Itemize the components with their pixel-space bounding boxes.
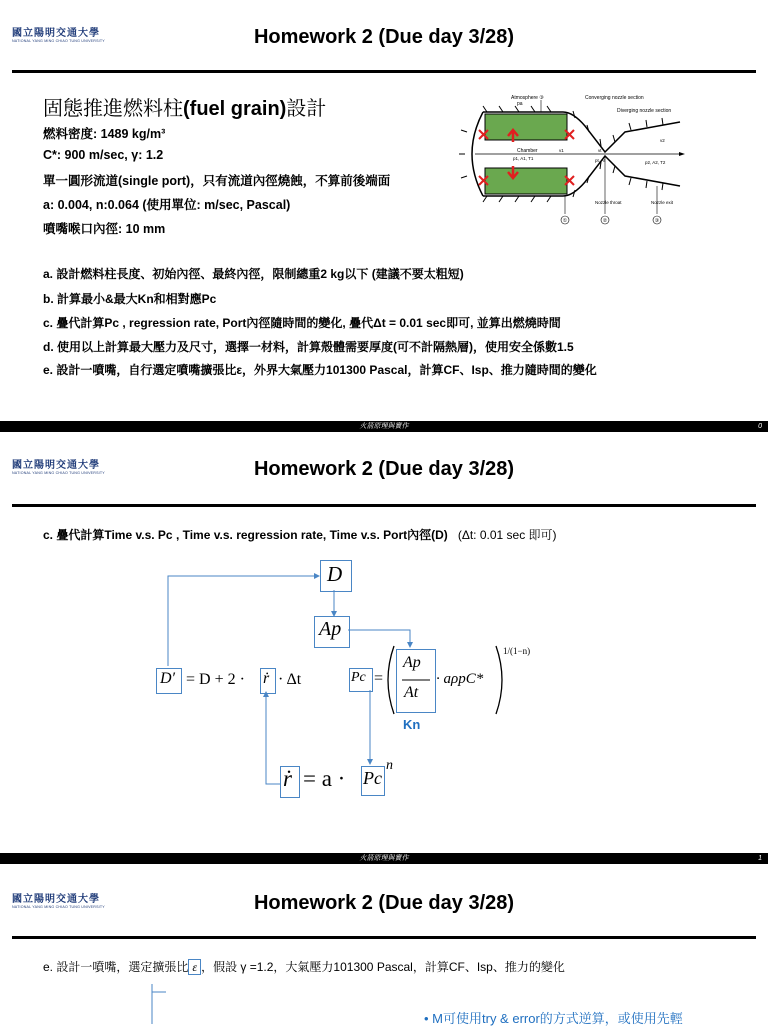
svg-text:③: ③	[654, 218, 660, 224]
update-dt: · Δt	[278, 671, 302, 688]
slide-title: Homework 2 (Due day 3/28)	[253, 892, 515, 914]
svg-text:Nozzle exit: Nozzle exit	[651, 200, 674, 205]
var-At: At	[404, 684, 419, 701]
svg-text:Nozzle throat: Nozzle throat	[595, 200, 622, 205]
kn-label: Kn	[403, 717, 421, 732]
svg-text:v2: v2	[660, 138, 665, 143]
partial-connector	[0, 864, 768, 1024]
task-d: d. 使用以上計算最大壓力及尺寸，選擇一材料，計算殼體需要厚度(可不計隔熱層)，使用安全係數1.5	[43, 340, 574, 354]
svg-text:Converging nozzle section: Converging nozzle section	[585, 95, 644, 101]
spec-port: 單一圓形流道(single port)，只有流道內徑燒蝕，不算前後端面	[43, 174, 391, 188]
svg-text:Chamber: Chamber	[517, 148, 538, 154]
eps-box: ε	[188, 959, 201, 975]
var-Ap: Ap	[319, 618, 342, 640]
spec-burn-law: a: 0.004, n:0.064 (使用單位: m/sec, Pascal)	[43, 198, 291, 212]
spec-cstar: C*: 900 m/sec, γ: 1.2	[43, 148, 164, 162]
rocket-nozzle-diagram	[455, 92, 695, 227]
task-c: c. 疊代計算Pc , regression rate, Port內徑隨時間的變化, 疊代Δt = 0.01 sec即可, 並算出燃燒時間	[43, 316, 561, 330]
section-intro: e. 設計一噴嘴，選定擴張比 ε ，假設 γ =1.2，大氣壓力101300 Pascal，計算CF、Isp、推力的變化	[43, 960, 565, 974]
rate-Pc: Pc	[363, 768, 382, 788]
university-logo: 國立陽明交通大學 NATIONAL YANG MING CHIAO TUNG UNIVERSITY	[12, 460, 105, 475]
slide-footer-bar: 火箭原理與實作 1	[0, 853, 768, 864]
rate-exponent: n	[386, 758, 393, 773]
svg-text:p1, A1, T1: p1, A1, T1	[513, 156, 534, 161]
task-b: b. 計算最小&最大Kn和相對應Pc	[43, 292, 217, 306]
title-rule	[12, 70, 756, 73]
bullet-point: • M可使用try & error的方式逆算，或使用先輕	[424, 1011, 683, 1026]
slide-3	[0, 864, 768, 1024]
svg-text:Diverging nozzle section: Diverging nozzle section	[617, 108, 672, 114]
update-rhs: = D + 2 ·	[186, 671, 245, 688]
rate-rdot: ṙ	[283, 766, 292, 791]
equals-sign: =	[374, 670, 384, 687]
svg-text:pt, At: pt, At	[595, 158, 606, 163]
slide-title: Homework 2 (Due day 3/28)	[253, 458, 515, 480]
task-e: e. 設計一噴嘴，自行選定噴嘴擴張比ε，外界大氣壓力101300 Pascal，計算CF、Isp、推力隨時間的變化	[43, 363, 597, 377]
var-Ap-num: Ap	[403, 654, 421, 671]
slide-2	[0, 432, 768, 853]
section-intro: c. 疊代計算Time v.s. Pc , Time v.s. regression rate, Time v.s. Port內徑(D) (Δt: 0.01 sec 即可)	[43, 528, 557, 542]
university-logo: 國立陽明交通大學 NATIONAL YANG MING CHIAO TUNG UNIVERSITY	[12, 894, 105, 909]
a-rho-cstar: · aρpC*	[436, 671, 484, 687]
exponent: 1/(1−n)	[503, 646, 531, 656]
slide-footer-bar: 火箭原理與實作 0	[0, 421, 768, 432]
svg-text:vt: vt	[598, 148, 602, 153]
spec-density: 燃料密度: 1489 kg/m³	[43, 127, 166, 141]
task-a: a. 設計燃料柱長度、初始內徑、最終內徑，限制總重2 kg以下 (建議不要太粗短)	[43, 267, 464, 281]
var-Pc: Pc	[351, 670, 366, 685]
svg-text:v1: v1	[559, 148, 564, 153]
svg-text:②: ②	[602, 218, 608, 224]
section-heading: 固態推進燃料柱(fuel grain)設計	[43, 98, 327, 120]
university-logo: 國立陽明交通大學 NATIONAL YANG MING CHIAO TUNG UNIVERSITY	[12, 28, 105, 43]
slide-title: Homework 2 (Due day 3/28)	[253, 26, 515, 48]
svg-text:①: ①	[562, 218, 568, 224]
svg-text:Atmosphere ③: Atmosphere ③	[511, 95, 544, 101]
spec-throat: 噴嘴喉口內徑: 10 mm	[43, 222, 166, 236]
var-Dprime: D′	[160, 670, 176, 687]
svg-text:pa: pa	[517, 101, 523, 107]
slide-1	[0, 0, 768, 421]
var-D: D	[327, 562, 343, 586]
rate-rhs: = a ·	[303, 766, 346, 791]
var-rdot: ṙ	[263, 670, 270, 687]
svg-text:p2, A2, T2: p2, A2, T2	[645, 160, 666, 165]
